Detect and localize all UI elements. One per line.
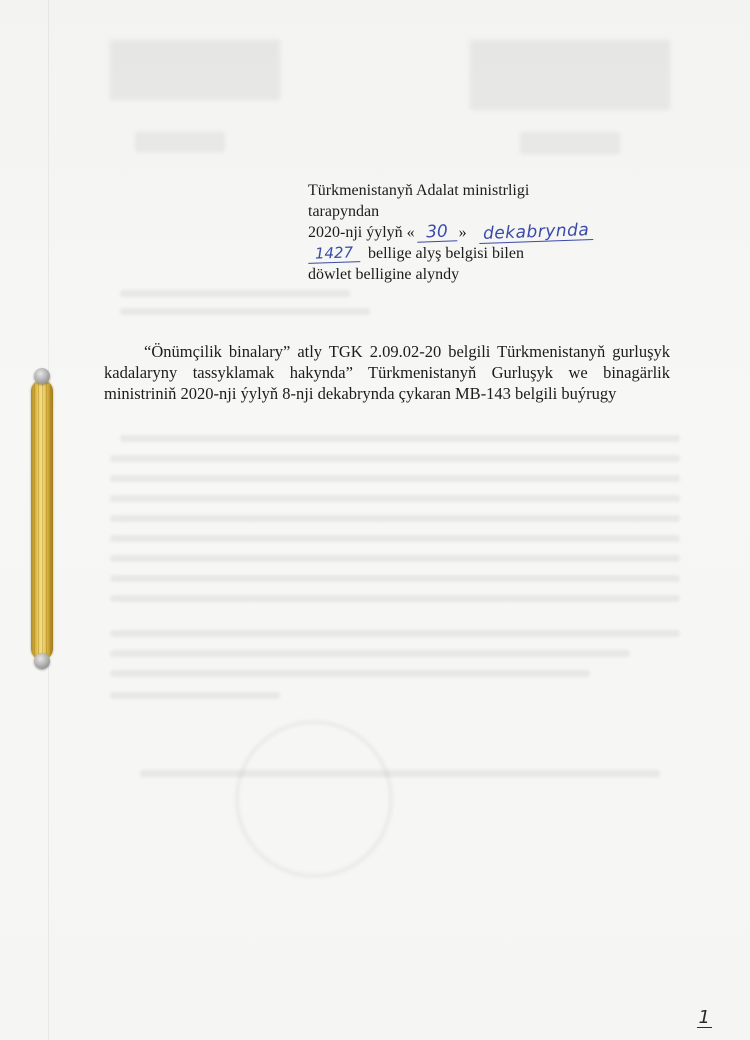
bleed-through-signature-line (140, 770, 660, 777)
registration-stamp (308, 180, 638, 285)
bleed-through-text-line (110, 495, 680, 502)
bleed-through-text-line (110, 595, 680, 602)
bleed-through-header-left (110, 40, 280, 100)
registration-quote-close: » (458, 224, 467, 241)
binding-knot-top (34, 368, 50, 384)
registration-line-ministry: Türkmenistanyň Adalat ministrligi (308, 182, 530, 199)
registration-line-number (308, 243, 638, 264)
bleed-through-text-line (110, 630, 680, 637)
bleed-through-text-line (120, 435, 680, 442)
bleed-through-text-line (120, 290, 350, 297)
registration-number-suffix: bellige alyş belgisi bilen (368, 245, 524, 262)
bleed-through-header-right (470, 40, 670, 110)
bleed-through-text-line (110, 455, 680, 462)
handwritten-registration-number: 1427 (308, 243, 361, 264)
bleed-through-order-title (520, 132, 620, 154)
bleed-through-text-line (110, 670, 590, 677)
registration-year: 2020-nji ýylyň « (308, 224, 415, 241)
bleed-through-text-line (120, 308, 370, 315)
bleed-through-order-title-left (135, 132, 225, 152)
bleed-through-text-line (110, 575, 680, 582)
registration-line-by: tarapyndan (308, 203, 380, 220)
binding-knot-bottom (34, 653, 50, 669)
bleed-through-text-line (110, 692, 280, 699)
bleed-through-text-line (110, 535, 680, 542)
handwritten-day: 30 (416, 222, 457, 242)
bleed-through-text-line (110, 650, 630, 657)
bleed-through-text-line (110, 555, 680, 562)
document-title: “Önümçilik binalary” atly TGK 2.09.02-20 belgili Türkmenistanyň gurluşyk kadalaryny tassyklamak hakynda” Türkmenistanyň Gurluşyk we binagärlik ministriniň 2020-nji ýylyň 8-nji dekabrynda çykaran MB-143 belgili buýrugy (104, 342, 670, 403)
bleed-through-text-line (110, 515, 680, 522)
bleed-through-seal (235, 720, 393, 878)
page-number: 1 (698, 1007, 710, 1028)
registration-line-date (308, 222, 638, 243)
registration-line-state: döwlet belligine alyndy (308, 266, 460, 283)
binding-ribbon (31, 380, 53, 660)
handwritten-month: dekabrynda (478, 221, 593, 244)
bleed-through-text-line (110, 475, 680, 482)
